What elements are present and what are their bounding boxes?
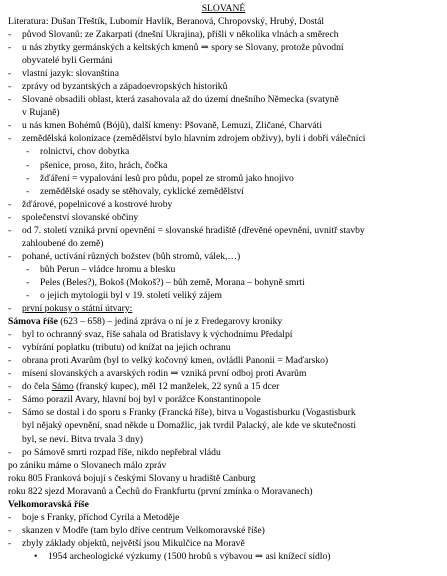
bullet-item	[8, 289, 439, 302]
line-text: Slovanė obsadili oblast, která zasahovala až do území dnešního Německa (svatyně	[22, 94, 339, 106]
bullet-marker: •	[34, 550, 38, 562]
line-text: obyvatelé byli Germáni	[22, 55, 113, 67]
bullet-marker: -	[26, 159, 30, 171]
bullet-marker: -	[8, 133, 12, 145]
line-text: Sámo porazil Avary, hlavní boj byl v porážce Konstantinopole	[22, 394, 261, 406]
bullet-marker: -	[8, 407, 12, 419]
bullet-marker: -	[8, 81, 12, 93]
bullet-marker: -	[8, 29, 12, 41]
line-text: Sámo se dostal i do sporu s Franky (Francká říše), bitva u Vogastisburku (Vogastisburk	[22, 407, 356, 419]
line-text: žďárové, popelnicové a kostrové hroby	[22, 198, 173, 210]
bullet-marker: -	[8, 198, 12, 210]
bullet-marker: -	[8, 524, 12, 536]
bullet-item	[8, 393, 439, 406]
text-line	[8, 472, 439, 485]
bullet-item	[8, 446, 439, 459]
bullet-marker: -	[26, 289, 30, 301]
line-text-prefix: do čela	[22, 381, 52, 393]
bullet-item	[8, 132, 439, 145]
bullet-item	[8, 367, 439, 380]
bullet-marker: -	[8, 329, 12, 341]
continuation-line	[8, 419, 439, 432]
line-text: bůh Perun – vládce hromu a blesku	[40, 263, 176, 275]
line-text: po zániku máme o Slovanech málo zpráv	[8, 459, 167, 471]
text-line	[8, 485, 439, 498]
document-body	[8, 15, 439, 563]
bullet-item	[8, 524, 439, 537]
underlined-name: Sámo	[51, 381, 74, 393]
bullet-item	[8, 302, 439, 315]
line-text: pohané, uctívání různých božstev (bůh stromů, válek,…)	[22, 250, 241, 262]
line-text: v Rujaně)	[22, 107, 60, 119]
line-text: boje s Franky, příchod Cyrila a Metoděje	[22, 511, 180, 523]
bullet-item	[8, 263, 439, 276]
bullet-item	[8, 511, 439, 524]
bullet-item	[8, 354, 439, 367]
line-text: 1954 archeologické výzkumy (1500 hrobů s výbavou ⇒ asi knížecí sídlo)	[48, 550, 331, 562]
bullet-item	[8, 172, 439, 185]
document-title: SLOVANÉ	[201, 3, 246, 14]
bullet-item	[8, 406, 439, 419]
line-text: obrana proti Avarům (byl to velký kočovný kmen, ovládli Panonii = Maďarsko)	[22, 355, 329, 367]
bullet-marker: -	[8, 250, 12, 262]
line-text: Peles (Beles?), Bokoš (Mokoš?) – bůh země, Morana – bohyně smrti	[40, 276, 305, 288]
continuation-line	[8, 237, 439, 250]
line-text: roku 822 sjezd Moravanů a Čechů do Frankfurtu (první zmínka o Moravanech)	[8, 485, 313, 497]
line-text: první pokusy o státní útvary:	[22, 303, 133, 315]
text-line	[8, 15, 439, 28]
bullet-marker: -	[8, 303, 12, 315]
section-heading: Sámova říše	[8, 316, 58, 328]
line-text: vybírání poplatku (tributu) od knížat na jejich ochranu	[22, 342, 231, 354]
text-line	[8, 498, 439, 511]
bullet-marker: -	[8, 368, 12, 380]
bullet-marker: -	[8, 211, 12, 223]
bullet-item	[8, 224, 439, 237]
bullet-marker: -	[8, 42, 12, 54]
line-text: byl to ochranný svaz, říše sahala od Bratislavy k východnímu Předalpí	[22, 329, 293, 341]
bullet-marker: -	[8, 342, 12, 354]
line-text: (franský kupec), měl 12 manželek, 22 synů a 15 dcer	[73, 381, 280, 393]
line-text: vlastní jazyk: slovanština	[22, 68, 119, 80]
bullet-item	[8, 28, 439, 41]
bullet-item	[8, 119, 439, 132]
line-text: žďáření = vypalování lesů pro půdu, popel ze stromů jako hnojivo	[40, 172, 294, 184]
line-text: původ Slovanů: ze Zakarpatí (dnešní Ukrajina), přišli v několika vlnách a směrech	[22, 29, 339, 41]
bullet-item	[8, 145, 439, 158]
bullet-item	[8, 250, 439, 263]
bullet-item	[8, 211, 439, 224]
bullet-marker: -	[26, 185, 30, 197]
bullet-item	[8, 159, 439, 172]
bullet-marker: -	[26, 263, 30, 275]
bullet-item	[8, 328, 439, 341]
bullet-item	[8, 341, 439, 354]
bullet-item	[8, 276, 439, 289]
bullet-item	[8, 550, 439, 563]
line-text: zemědělská kolonizace (zemědělství bylo hlavním zdrojem obživy), byli i dobří válečníci	[22, 133, 366, 145]
bullet-marker: -	[8, 537, 12, 549]
continuation-line	[8, 433, 439, 446]
bullet-marker: -	[26, 276, 30, 288]
bullet-item	[8, 537, 439, 550]
line-text: zemědělské osady se stěhovaly, cyklické zemědělství	[40, 185, 244, 197]
bullet-item	[8, 80, 439, 93]
bullet-marker: -	[8, 511, 12, 523]
bullet-marker: -	[8, 224, 12, 236]
line-text: mísení slovanských a avarských rodin ⇒ vzniká první odboj proti Avarům	[22, 368, 307, 380]
bullet-marker: -	[26, 172, 30, 184]
line-text: u nás zbytky germánských a keltských kmenů ⇒ spory se Slovany, protože původní	[22, 42, 344, 54]
text-line	[8, 459, 439, 472]
text-line	[8, 315, 439, 328]
line-text: pšenice, proso, žito, hrách, čočka	[40, 159, 168, 171]
line-text: skanzen v Modře (tam bylo dříve centrum Velkomoravské říše)	[22, 524, 265, 536]
bullet-marker: -	[8, 94, 12, 106]
bullet-marker: -	[8, 68, 12, 80]
section-heading: Velkomoravská říše	[8, 498, 89, 510]
bullet-item	[8, 41, 439, 54]
line-text: Literatura: Dušan Třeštík, Lubomír Havlík, Beranová, Chropovský, Hrubý, Dostál	[8, 16, 325, 27]
line-text: roku 805 Franková bojují s českými Slovany u hradiště Canburg	[8, 472, 256, 484]
bullet-marker: -	[8, 446, 12, 458]
bullet-item	[8, 93, 439, 106]
line-text: po Sámově smrti rozpad říše, nikdo nepřebral vládu	[22, 446, 221, 458]
bullet-item	[8, 67, 439, 80]
bullet-marker: -	[8, 394, 12, 406]
bullet-marker: -	[8, 355, 12, 367]
line-text: zahloubené do země)	[22, 237, 104, 249]
bullet-marker: -	[8, 381, 12, 393]
bullet-marker: -	[26, 146, 30, 158]
line-text: byl nějaký opevnění, snad někde u Domažlic, jak tvrdil Palacký, ale kde ve skutečnosti	[22, 420, 357, 432]
bullet-item	[8, 185, 439, 198]
line-text: zprávy od byzantských a západoevropských historiků	[22, 81, 228, 93]
line-text: rolnictví, chov dobytka	[40, 146, 130, 158]
bullet-marker: -	[8, 120, 12, 132]
line-text: (623 – 658) – jediná zpráva o ní je z Fredegarovy kroniky	[57, 316, 283, 328]
line-text: společenství slovanské občiny	[22, 211, 139, 223]
bullet-item	[8, 380, 439, 393]
bullet-item	[8, 198, 439, 211]
line-text: byl, se neví. Bitva trvala 3 dny)	[22, 433, 143, 445]
line-text: u nás kmen Bohémů (Bójů), další kmeny: Pšovaně, Lemuzi, Zličané, Charváti	[22, 120, 323, 132]
line-text: o jejich mytologii byl v 19. století veliký zájem	[40, 289, 222, 301]
continuation-line	[8, 54, 439, 67]
line-text: od 7. století vzniká první opevnění = slovanské hradiště (dřevěné opevnění, uvnitř stavby	[22, 224, 365, 236]
continuation-line	[8, 106, 439, 119]
line-text: zbyly základy objektů, největší jsou Mikulčice na Moravě	[22, 537, 245, 549]
